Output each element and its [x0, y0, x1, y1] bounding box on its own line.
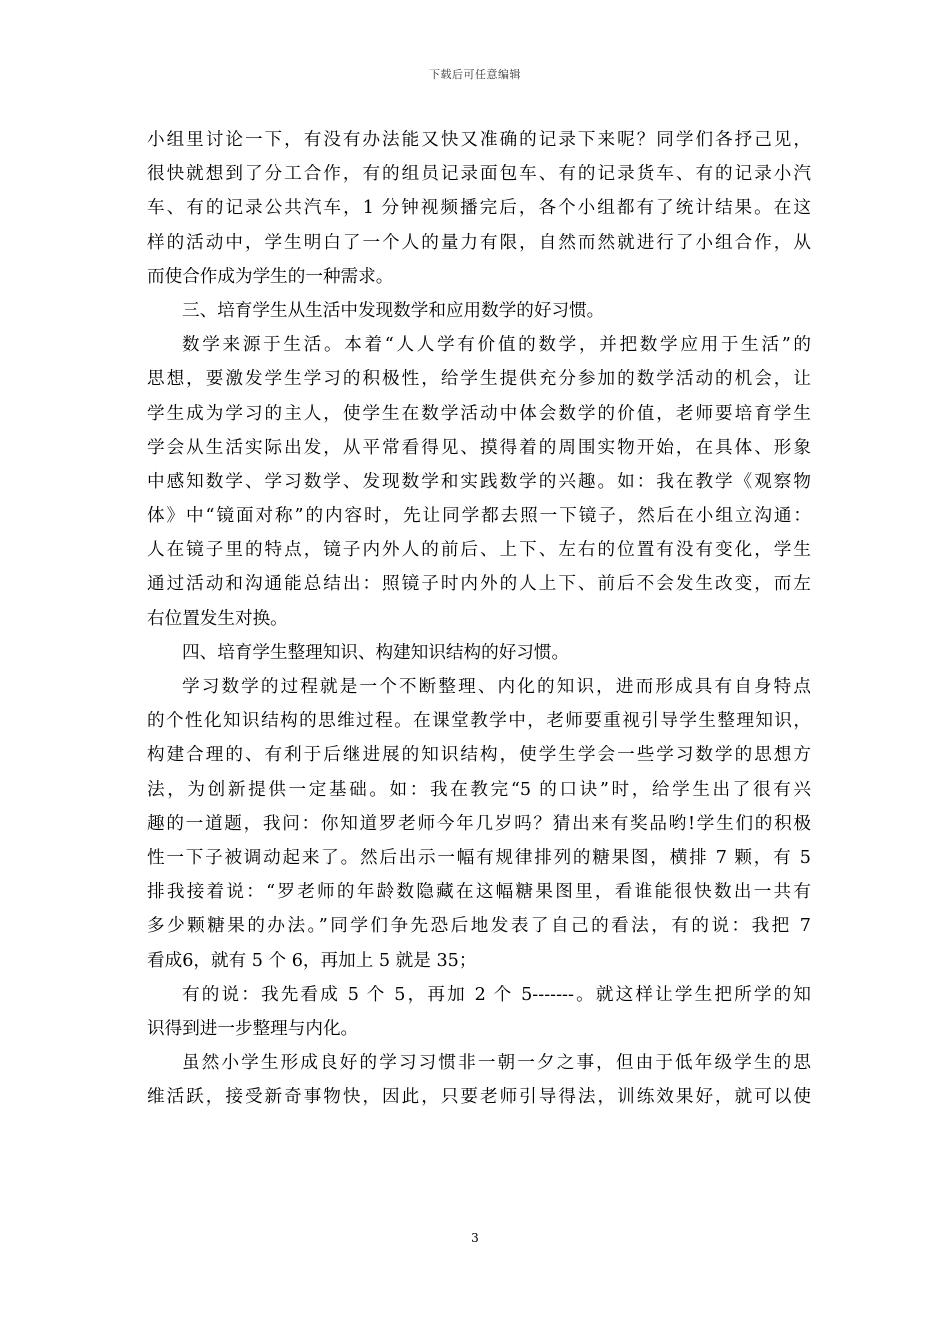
text-line: 样的活动中，学生明白了一个人的量力有限，自然而然就进行了小组合作，从	[147, 232, 811, 253]
page-header: 下载后可任意编辑	[429, 68, 521, 81]
page-number: 3	[471, 1231, 479, 1245]
text-line: 构建合理的、有利于后继进展的知识结构，使学生学会一些学习数学的思想方	[147, 745, 811, 766]
text-line: 学生成为学习的主人，使学生在数学活动中体会数学的价值，老师要培育学生	[147, 403, 811, 424]
text-line: 思想，要激发学生学习的积极性，给学生提供充分参加的数学活动的机会，让	[147, 369, 811, 390]
text-line: 学会从生活实际出发，从平常看得见、摸得着的周围实物开始，在具体、形象	[147, 437, 811, 458]
text-line: 很快就想到了分工合作，有的组员记录面包车、有的记录货车、有的记录小汽	[147, 164, 811, 185]
body-text	[147, 123, 811, 1114]
text-line: 数学来源于生活。本着“人人学有价值的数学，并把数学应用于生活”的	[182, 335, 811, 356]
text-line: 人在镜子里的特点，镜子内外人的前后、上下、左右的位置有没有变化，学生	[147, 540, 811, 561]
text-line: 多少颗糖果的办法。”同学们争先恐后地发表了自己的看法，有的说：我把 7	[147, 916, 811, 937]
text-line: 法，为创新提供一定基础。如：我在教完“5 的口诀”时，给学生出了很有兴	[147, 779, 811, 800]
text-line: 通过活动和沟通能总结出：照镜子时内外的人上下、前后不会发生改变，而左	[147, 574, 811, 595]
text-line: 而使合作成为学生的一种需求。	[147, 266, 394, 287]
text-line: 体》中“镜面对称”的内容时，先让同学都去照一下镜子，然后在小组立沟通：	[147, 506, 811, 527]
text-line: 的个性化知识结构的思维过程。在课堂教学中，老师要重视引导学生整理知识，	[147, 711, 811, 732]
section-heading: 四、培育学生整理知识、构建知识结构的好习惯。	[182, 642, 570, 663]
text-line: 车、有的记录公共汽车，1 分钟视频播完后，各个小组都有了统计结果。在这	[147, 198, 811, 219]
text-line: 趣的一道题，我问：你知道罗老师今年几岁吗？猜出来有奖品哟!学生们的积极	[147, 813, 811, 834]
text-line: 维活跃，接受新奇事物快，因此，只要老师引导得法，训练效果好，就可以使	[147, 1087, 811, 1108]
section-heading: 三、培育学生从生活中发现数学和应用数学的好习惯。	[182, 300, 605, 321]
text-line: 中感知数学、学习数学、发现数学和实践数学的兴趣。如：我在教学《观察物	[147, 471, 811, 492]
text-line: 识得到进一步整理与内化。	[147, 1018, 359, 1039]
text-line: 右位置发生对换。	[147, 608, 288, 629]
text-line: 虽然小学生形成良好的学习习惯非一朝一夕之事，但由于低年级学生的思	[182, 1053, 811, 1074]
text-line: 学习数学的过程就是一个不断整理、内化的知识，进而形成具有自身特点	[182, 677, 811, 697]
text-line: 排我接着说：“罗老师的年龄数隐藏在这幅糖果图里，看谁能很快数出一共有	[147, 882, 811, 903]
text-line: 性一下子被调动起来了。然后出示一幅有规律排列的糖果图，横排 7 颗，有 5	[147, 847, 811, 868]
text-line: 看成6，就有 5 个 6，再加上 5 就是 35；	[147, 950, 477, 971]
text-line: 有的说：我先看成 5 个 5，再加 2 个 5-------。就这样让学生把所学的知	[182, 984, 811, 1005]
text-line: 小组里讨论一下，有没有办法能又快又准确的记录下来呢？同学们各抒己见，	[147, 130, 811, 150]
